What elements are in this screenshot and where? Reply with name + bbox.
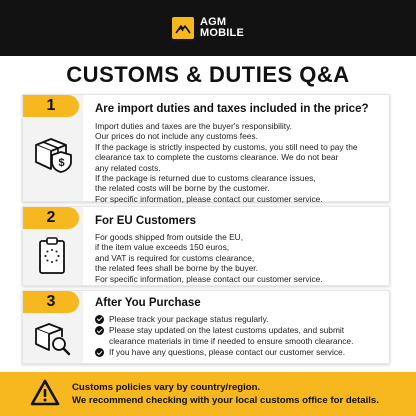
brand-name-line2: MOBILE — [200, 27, 244, 39]
brand-logo — [172, 17, 244, 39]
svg-text:$: $ — [58, 157, 65, 169]
bullet-text: Please track your package status regularly. — [109, 314, 269, 324]
bullet-item — [95, 325, 383, 346]
top-bar — [0, 0, 416, 56]
section-text-line: For specific information, please contact our customer service. — [95, 273, 323, 284]
mountain-logo-icon — [172, 17, 194, 39]
footer-line1: Customs policies vary by country/region. — [72, 382, 261, 393]
page-title: CUSTOMS & DUTIES Q&A — [66, 62, 350, 87]
section-text-line: and VAT is required for customs clearance, — [95, 252, 255, 263]
section-heading: For EU Customers — [95, 215, 196, 227]
section-card-3 — [22, 290, 390, 364]
check-circle-icon — [95, 348, 104, 357]
section-text-line: For specific information, please contact our customer service. — [95, 193, 323, 204]
package-dollar-shield-icon — [31, 131, 75, 175]
section-text-line: If the package is returned due to customs clearance issues, — [95, 173, 316, 184]
brand-name-line1: AGM — [200, 16, 227, 28]
bullet-text: clearance materials in time if needed to ensure smooth clearance. — [109, 335, 354, 346]
bullet-text: If you have any questions, please contact our customer service. — [109, 347, 346, 358]
section-body — [95, 297, 383, 358]
section-text-line: the related costs will be borne by the customer. — [95, 183, 270, 194]
brand-name — [200, 17, 244, 39]
section-body — [95, 215, 383, 284]
section-text-line: Our prices do not include any customs fees. — [95, 131, 258, 142]
eu-clipboard-icon — [31, 235, 75, 279]
section-text-line: For goods shipped from outside the EU, — [95, 232, 244, 242]
section-number-badge: 1 — [23, 95, 79, 117]
bullet-item — [95, 347, 383, 357]
section-text-line: if the item value exceeds 150 euros, — [95, 242, 230, 253]
section-number-badge: 3 — [23, 291, 79, 313]
section-body — [95, 103, 383, 204]
check-circle-icon — [95, 315, 104, 324]
section-text-line: If the package is strictly inspected by customs, you still need to pay the — [95, 141, 358, 152]
check-circle-icon — [95, 326, 104, 335]
footer-notice — [0, 372, 416, 416]
section-text-line: Import duties and taxes are the buyer's responsibility. — [95, 121, 292, 131]
warning-icon — [30, 378, 60, 408]
section-heading: After You Purchase — [95, 297, 201, 309]
section-card-2 — [22, 206, 390, 286]
section-text-line: clearance tax to complete the customs clearance. We do not bear — [95, 152, 339, 163]
footer-text — [72, 381, 379, 407]
section-heading: Are import duties and taxes included in the price? — [95, 103, 369, 115]
section-text-line: the related fees shall be borne by the buyer. — [95, 263, 258, 274]
section-card-1 — [22, 94, 390, 202]
package-search-icon — [31, 317, 75, 361]
footer-line2: We recommend checking with your local customs office for details. — [72, 395, 379, 406]
bullet-text: Please stay updated on the latest customs updates, and submit — [109, 325, 345, 336]
bullet-item — [95, 314, 383, 324]
section-text-line: any related costs. — [95, 162, 161, 173]
section-number-badge: 2 — [23, 207, 79, 229]
